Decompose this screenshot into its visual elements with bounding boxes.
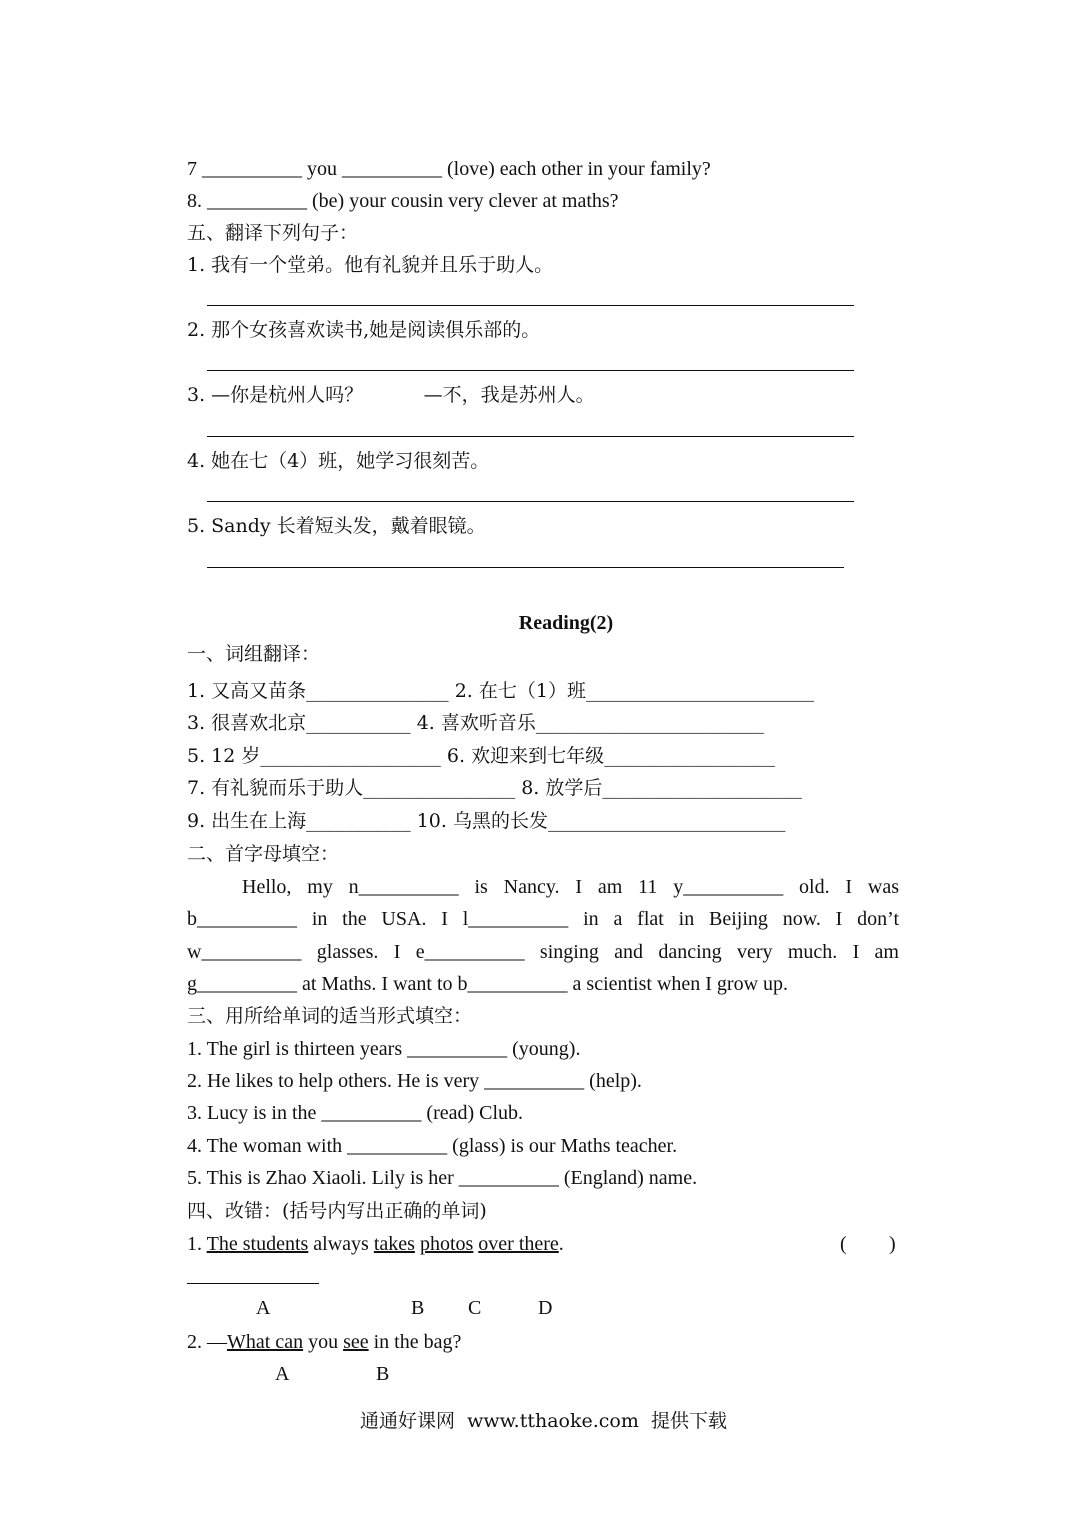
- option-c: photos: [419, 1233, 474, 1255]
- passage-line-3: w__________ glasses. I e__________ singing and dancing very much. I am: [187, 941, 899, 963]
- correction-item-2: 2. —What can you see in the bag?: [187, 1331, 462, 1353]
- option-a: What can: [227, 1331, 304, 1353]
- item-number: 2.: [187, 1331, 202, 1353]
- translate-item-5: 5. Sandy 长着短头发，戴着眼镜。: [187, 515, 486, 537]
- answer-parentheses-close: ): [889, 1233, 896, 1255]
- answer-line: [187, 1283, 319, 1284]
- translate-item-3: 3. —你是杭州人吗？ —不，我是苏州人。: [187, 384, 595, 406]
- label-b: B: [376, 1363, 390, 1385]
- item-number: 1.: [187, 1233, 202, 1255]
- option-a: The students: [206, 1233, 309, 1255]
- label-a: A: [256, 1297, 271, 1319]
- answer-parentheses-open: (: [840, 1233, 847, 1255]
- label-c: C: [468, 1297, 482, 1319]
- wordform-item-3: 3. Lucy is in the __________ (read) Club.: [187, 1102, 524, 1124]
- option-b: takes: [373, 1233, 415, 1255]
- answer-line: [207, 305, 854, 306]
- footer-source: 通通好课网 www.tthaoke.com 提供下载: [360, 1410, 727, 1432]
- phrase-row-1: 1. 又高又苗条_______________ 2. 在七（1）班________________________: [187, 680, 814, 702]
- wordform-item-2: 2. He likes to help others. He is very __________ (help).: [187, 1070, 642, 1092]
- translate-item-4: 4. 她在七（4）班，她学习很刻苦。: [187, 450, 490, 472]
- passage-line-1: Hello, my n__________ is Nancy. I am 11 y__________ old. I was: [242, 876, 899, 898]
- translate-item-1: 1. 我有一个堂弟。他有礼貌并且乐于助人。: [187, 254, 554, 276]
- answer-line: [207, 501, 854, 502]
- wordform-item-1: 1. The girl is thirteen years __________ (young).: [187, 1038, 581, 1060]
- section-heading-phrases: 一、词组翻译：: [187, 643, 321, 665]
- section-heading-wordforms: 三、用所给单词的适当形式填空：: [187, 1005, 473, 1027]
- label-d: D: [538, 1297, 553, 1319]
- phrase-row-4: 7. 有礼貌而乐于助人________________ 8. 放学后_____________________: [187, 777, 802, 799]
- question-7: 7 __________ you __________ (love) each other in your family?: [187, 158, 711, 180]
- option-b: see: [343, 1331, 369, 1353]
- section-heading-translate: 五、翻译下列句子：: [187, 222, 359, 244]
- translate-item-2: 2. 那个女孩喜欢读书,她是阅读俱乐部的。: [187, 319, 541, 341]
- question-8: 8. __________ (be) your cousin very clever at maths?: [187, 190, 619, 212]
- option-d: over there: [478, 1233, 559, 1255]
- phrase-row-5: 9. 出生在上海___________ 10. 乌黑的长发_________________________: [187, 810, 786, 832]
- answer-line: [207, 370, 854, 371]
- wordform-item-4: 4. The woman with __________ (glass) is our Maths teacher.: [187, 1135, 678, 1157]
- passage-line-2: b__________ in the USA. I l__________ in a flat in Beijing now. I don’t: [187, 908, 899, 930]
- section-heading-initials: 二、首字母填空：: [187, 843, 340, 865]
- passage-line-4: g__________ at Maths. I want to b__________ a scientist when I grow up.: [187, 973, 789, 995]
- answer-line: [207, 567, 844, 568]
- section-title: Reading(2): [518, 612, 614, 634]
- wordform-item-5: 5. This is Zhao Xiaoli. Lily is her __________ (England) name.: [187, 1167, 698, 1189]
- section-heading-corrections: 四、改错：(括号内写出正确的单词): [187, 1200, 487, 1222]
- label-a: A: [275, 1363, 290, 1385]
- answer-line: [207, 436, 854, 437]
- phrase-row-3: 5. 12 岁___________________ 6. 欢迎来到七年级__________________: [187, 745, 776, 767]
- phrase-row-2: 3. 很喜欢北京___________ 4. 喜欢听音乐________________________: [187, 712, 764, 734]
- label-b: B: [411, 1297, 425, 1319]
- correction-item-1: 1. The students always takes photos over there.: [187, 1233, 564, 1255]
